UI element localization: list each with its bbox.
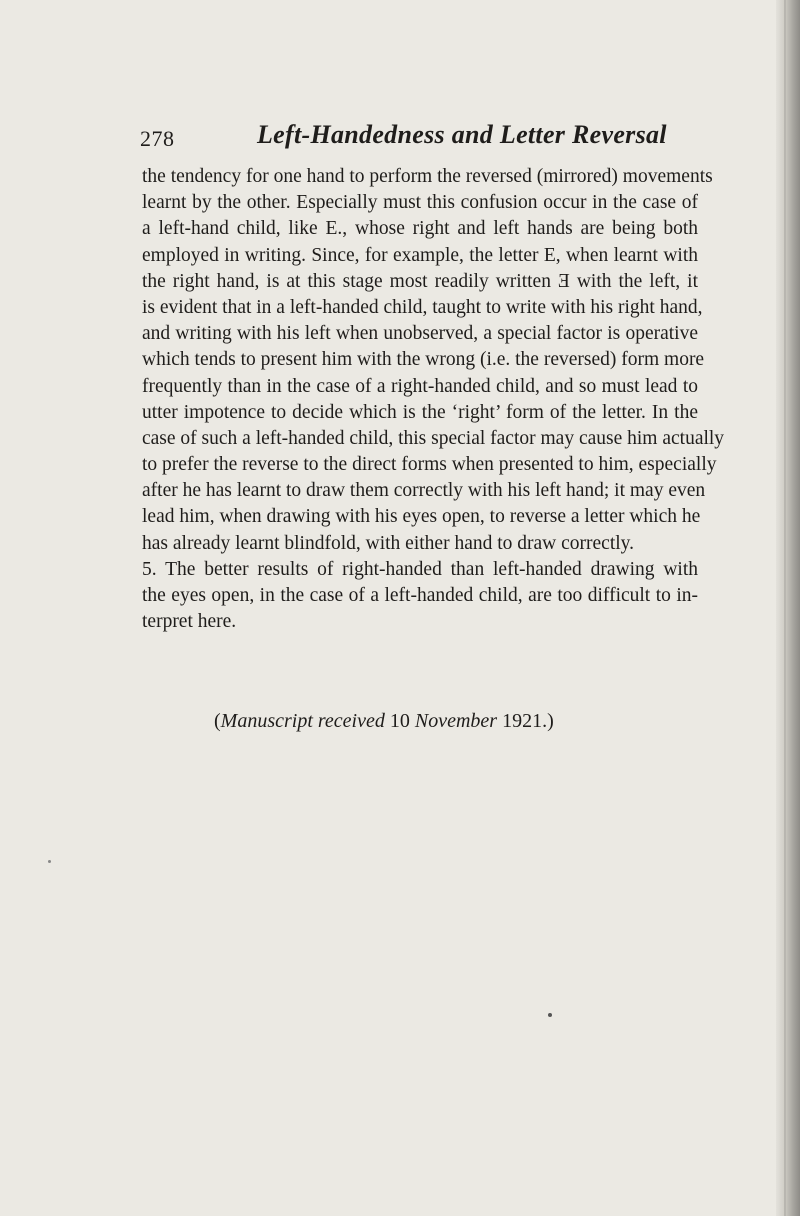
text-line: lead him, when drawing with his eyes open, to reverse a letter which he xyxy=(142,506,701,528)
note-open-paren: ( xyxy=(214,710,221,732)
note-month: November xyxy=(414,710,498,732)
ink-speck xyxy=(548,1013,552,1017)
note-year: 1921.) xyxy=(497,710,554,732)
page-number: 278 xyxy=(140,126,175,151)
page-edge xyxy=(776,0,800,1216)
text-line: to prefer the reverse to the direct forms when presented to him, especially xyxy=(142,454,717,476)
text-line: utter impotence to decide which is the ‘right’ form of the letter. In the xyxy=(142,401,698,423)
ink-speck xyxy=(48,860,51,863)
text-line: 5. The better results of right-handed than left-handed drawing with xyxy=(142,558,698,580)
text-line: a left-hand child, like E., whose right and left hands are being both xyxy=(142,218,698,240)
note-day: 10 xyxy=(384,710,415,732)
page-edge-line xyxy=(784,0,786,1216)
running-title: Left-Handedness and Letter Reversal xyxy=(257,120,667,149)
body-text xyxy=(142,164,725,635)
text-line: case of such a left-handed child, this special factor may cause him actually xyxy=(142,427,725,449)
text-line: and writing with his left when unobserved, a special factor is operative xyxy=(142,323,698,345)
text-line: terpret here. xyxy=(142,611,237,633)
text-line: employed in writing. Since, for example, the letter E, when learnt with xyxy=(142,244,698,266)
text-line: the eyes open, in the case of a left-handed child, are too difficult to in- xyxy=(142,585,698,606)
text-line: learnt by the other. Especially must this confusion occur in the case of xyxy=(142,192,698,214)
text-line: is evident that in a left-handed child, taught to write with his right hand, xyxy=(142,296,703,318)
text-line: has already learnt blindfold, with either hand to draw correctly. xyxy=(142,532,635,554)
text-line: frequently than in the case of a right-handed child, and so must lead to xyxy=(142,375,698,397)
text-line: the right hand, is at this stage most readily written Ǝ with the left, it xyxy=(142,270,698,292)
text-line: which tends to present him with the wrong (i.e. the reversed) form more xyxy=(142,349,705,371)
page-header xyxy=(140,120,700,154)
text-line: after he has learnt to draw them correctly with his left hand; it may even xyxy=(142,480,706,502)
note-italic-text: Manuscript received xyxy=(220,710,385,732)
text-line: the tendency for one hand to perform the reversed (mirrored) movements xyxy=(142,166,713,187)
manuscript-received-note xyxy=(214,710,554,733)
